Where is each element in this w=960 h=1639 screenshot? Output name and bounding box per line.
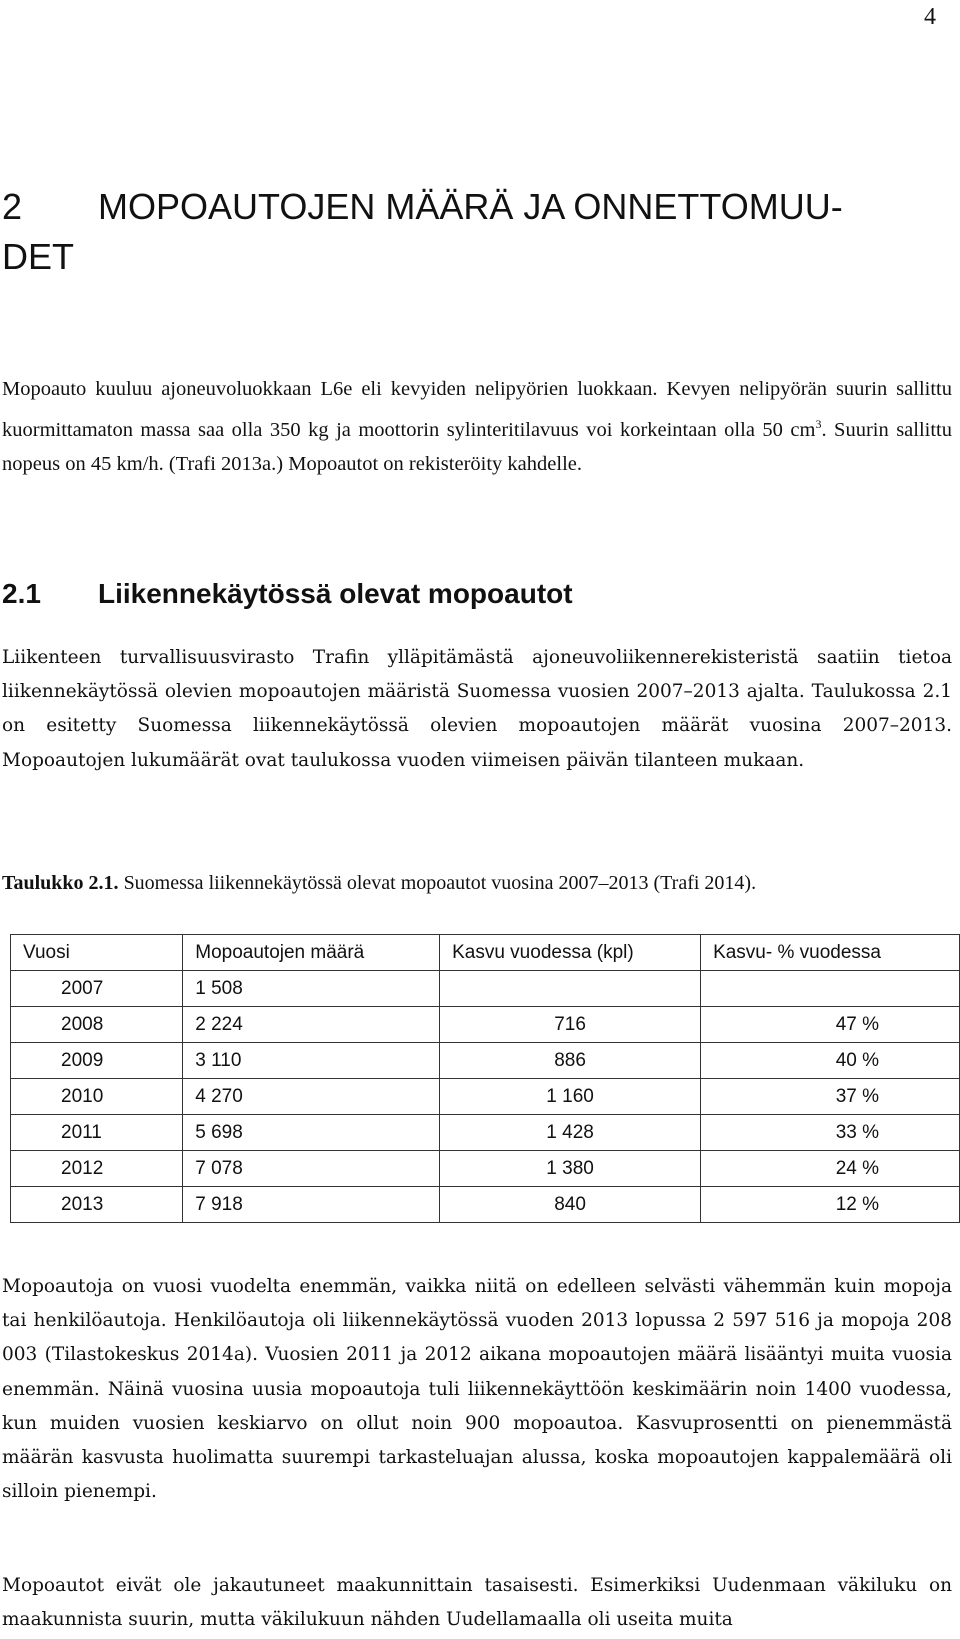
intro-paragraph [2, 372, 952, 481]
final-paragraph: Mopoautot eivät ole jakautuneet maakunnittain tasaisesti. Esimerkiksi Uudenmaan väkiluku on maakunnista suurin, mutta väkilukuun nähden Uudellamaalla oli useita muita [2, 1575, 952, 1631]
cell-year: 2007 [11, 971, 183, 1007]
table-row [11, 1151, 960, 1187]
cell-growth-pct: 33 % [701, 1115, 960, 1151]
cell-growth-pct: 12 % [701, 1187, 960, 1223]
intro-text-part2: . Suurin sallittu nopeus on 45 km/h. (Trafi 2013a.) Mopoautot on rekisteröity kahdelle. [2, 418, 952, 475]
table-row [11, 1043, 960, 1079]
cell-year: 2008 [11, 1007, 183, 1043]
section-number: 2.1 [2, 578, 41, 609]
cell-growth-pct: 37 % [701, 1079, 960, 1115]
header-maara: Mopoautojen määrä [183, 935, 440, 971]
cell-growth: 1 380 [440, 1151, 701, 1187]
cell-year: 2009 [11, 1043, 183, 1079]
section-title: Liikennekäytössä olevat mopoautot [98, 578, 573, 609]
table-row [11, 1079, 960, 1115]
table-row [11, 1187, 960, 1223]
cell-growth: 886 [440, 1043, 701, 1079]
mopoauto-table [10, 934, 960, 1223]
cell-year: 2013 [11, 1187, 183, 1223]
cell-count: 7 918 [183, 1187, 440, 1223]
table-header-row [11, 935, 960, 971]
paragraph-after-table: Mopoautoja on vuosi vuodelta enemmän, vaikka niitä on edelleen selvästi vähemmän kuin mopoja tai henkilöautoja. Henkilöautoja oli liikennekäytössä vuoden 2013 lopussa 2 597 516 ja mopoja 208 003 (Tilastokeskus 2014a). Vuosien 2011 ja 2012 aikana mopoautojen määrä lisääntyi muita vuosia enemmän. Näinä vuosina uusia mopoautoja tuli liikennekäyttöön keskimäärin noin 1400 vuodessa, kun muiden vuosien keskiarvo on ollut noin 900 mopoautoa. Kasvuprosentti on pienemmästä määrän kasvusta huolimatta suurempi tarkasteluajan alussa, koska mopoautojen kappalemäärä oli silloin pienempi. [2, 1276, 952, 1503]
cell-growth: 840 [440, 1187, 701, 1223]
chapter-title-line1: MOPOAUTOJEN MÄÄRÄ JA ONNETTOMUU- [98, 186, 843, 227]
cell-growth: 1 160 [440, 1079, 701, 1115]
intro-superscript: 3 [815, 416, 822, 431]
cell-count: 7 078 [183, 1151, 440, 1187]
cell-growth: 1 428 [440, 1115, 701, 1151]
page-number: 4 [924, 4, 936, 30]
cell-growth-pct [701, 971, 960, 1007]
header-vuosi: Vuosi [11, 935, 183, 971]
table-caption [2, 868, 952, 898]
cell-growth-pct: 47 % [701, 1007, 960, 1043]
chapter-heading [2, 182, 952, 282]
table-caption-label: Taulukko 2.1. [2, 872, 119, 894]
cell-count: 5 698 [183, 1115, 440, 1151]
header-kasvu-pct: Kasvu- % vuodessa [701, 935, 960, 971]
chapter-title-line2: DET [2, 236, 74, 277]
intro-text-part1: Mopoauto kuuluu ajoneuvoluokkaan L6e eli kevyiden nelipyörien luokkaan. Kevyen nelipyörän suurin sallittu kuormittamaton massa saa olla 350 kg ja moottorin sylinteritilavuus voi korkeintaan olla 50 cm [2, 378, 952, 441]
cell-year: 2012 [11, 1151, 183, 1187]
table-row [11, 1115, 960, 1151]
section-heading [2, 578, 573, 610]
table-row [11, 1007, 960, 1043]
cell-year: 2010 [11, 1079, 183, 1115]
cell-count: 3 110 [183, 1043, 440, 1079]
table-row [11, 971, 960, 1007]
cell-count: 4 270 [183, 1079, 440, 1115]
header-kasvu-kpl: Kasvu vuodessa (kpl) [440, 935, 701, 971]
chapter-number: 2 [2, 186, 23, 227]
cell-count: 1 508 [183, 971, 440, 1007]
cell-growth [440, 971, 701, 1007]
cell-growth-pct: 24 % [701, 1151, 960, 1187]
table-caption-text: Suomessa liikennekäytössä olevat mopoautot vuosina 2007–2013 (Trafi 2014). [123, 872, 757, 894]
cell-growth: 716 [440, 1007, 701, 1043]
cell-year: 2011 [11, 1115, 183, 1151]
section-paragraph: Liikenteen turvallisuusvirasto Trafin ylläpitämästä ajoneuvoliikennerekisteristä saatiin tietoa liikennekäytössä olevien mopoautojen määristä Suomessa vuosien 2007–2013 ajalta. Taulukossa 2.1 on esitetty Suomessa liikennekäytössä olevien mopoautojen määrät vuosina 2007–2013. Mopoautojen lukumäärät ovat taulukossa vuoden viimeisen päivän tilanteen mukaan. [2, 647, 952, 771]
cell-growth-pct: 40 % [701, 1043, 960, 1079]
cell-count: 2 224 [183, 1007, 440, 1043]
